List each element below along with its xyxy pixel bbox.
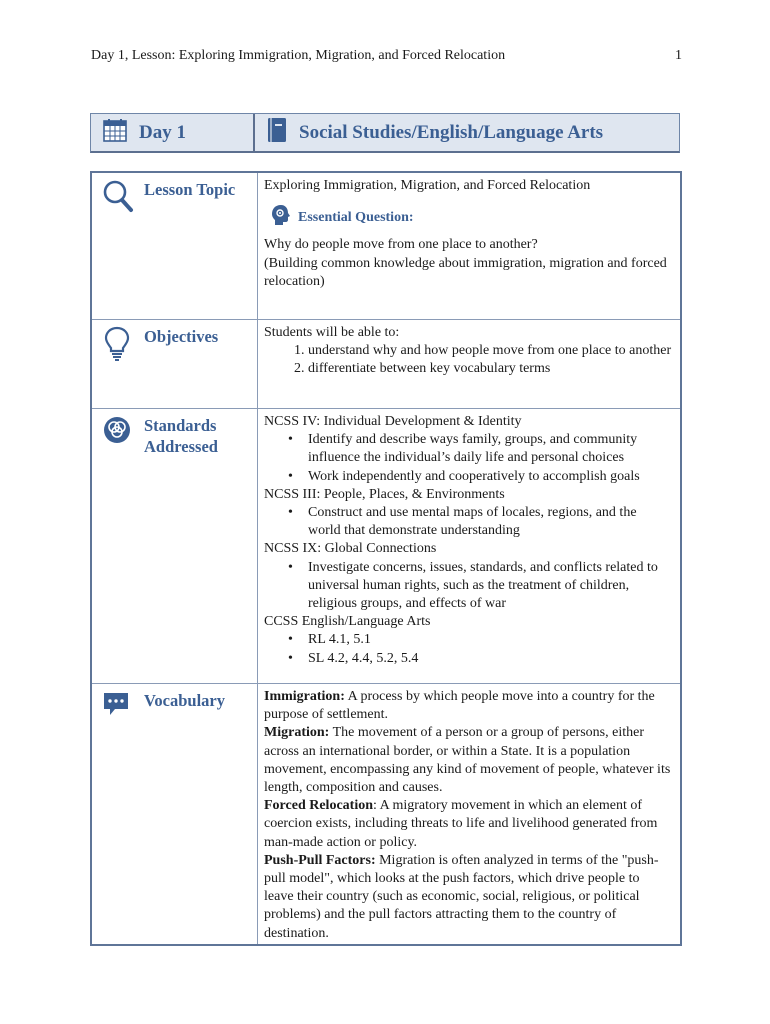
page-number: 1 <box>675 48 682 63</box>
standard-heading: NCSS III: People, Places, & Environments <box>264 486 505 502</box>
objectives-list <box>264 342 672 378</box>
standards-label-line1: Standards <box>144 416 217 435</box>
vocab-definition: : A migratory movement in which an element of coercion exists, including threats to life and livelihood generated from man-made action or policy. <box>264 798 658 850</box>
vocabulary-label-cell <box>92 684 258 944</box>
lesson-topic-text: Exploring Immigration, Migration, and Forced Relocation <box>264 178 591 193</box>
standard-heading: CCSS English/Language Arts <box>264 614 431 630</box>
book-icon <box>267 117 287 148</box>
standard-bullets <box>264 431 672 486</box>
standards-label-cell <box>92 409 258 683</box>
vocabulary-label: Vocabulary <box>144 691 225 710</box>
standard-bullet: • RL 4.1, 5.1 <box>308 631 672 649</box>
vocab-term: Forced Relocation <box>264 798 373 814</box>
vocabulary-content <box>258 684 680 944</box>
vocab-definition: A process by which people move into a country for the purpose of settlement. <box>264 689 655 723</box>
calendar-icon <box>103 118 127 147</box>
vocab-entry <box>264 797 672 852</box>
running-header <box>91 48 682 64</box>
standard-bullet: • Investigate concerns, issues, standards, and conflicts related to universal human rights, such as the treatment of children, religious groups, and effects of war <box>308 559 672 614</box>
essential-question-heading <box>270 204 672 232</box>
vocab-term: Immigration: <box>264 689 345 704</box>
essential-question-label: Essential Question: <box>298 210 414 226</box>
vocab-definition: Migration is often analyzed in terms of the "push-pull model", which looks at the push factors, which drive people to leave their country (such as economic, social, religious, or political problems) and the pull factors attracting them to the country of destination. <box>264 852 659 941</box>
standard-heading: NCSS IV: Individual Development & Identity <box>264 414 522 429</box>
speech-bubble-icon <box>102 690 136 944</box>
vocab-entry <box>264 724 672 797</box>
vocab-entry <box>264 852 672 943</box>
standard-bullet: • SL 4.2, 4.4, 5.2, 5.4 <box>308 650 672 668</box>
objectives-intro: Students will be able to: <box>264 325 400 340</box>
lesson-topic-label: Lesson Topic <box>144 180 236 199</box>
essential-question-line2: (Building common knowledge about immigration, migration and forced relocation) <box>264 255 667 289</box>
standards-row <box>92 409 680 684</box>
standard-bullets <box>264 559 672 614</box>
venn-icon <box>102 415 136 683</box>
lesson-topic-label-cell <box>92 173 258 319</box>
objectives-label: Objectives <box>144 327 219 346</box>
day-cell <box>91 114 255 151</box>
standards-label-line2: Addressed <box>144 437 218 456</box>
essential-question-line1: Why do people move from one place to another? <box>264 237 538 253</box>
standards-content <box>258 409 680 683</box>
objectives-label-cell <box>92 320 258 408</box>
objectives-content <box>258 320 680 408</box>
subject-cell <box>255 114 679 151</box>
head-gears-icon <box>270 204 292 232</box>
standard-bullet: • Construct and use mental maps of locales, regions, and the world that demonstrate understanding <box>308 504 672 540</box>
title-bar <box>90 113 680 153</box>
vocabulary-row <box>92 684 680 944</box>
lesson-topic-content <box>258 173 680 319</box>
objectives-row <box>92 320 680 409</box>
vocab-term: Push-Pull Factors: <box>264 852 376 868</box>
standards-label <box>144 415 218 683</box>
standard-bullet: • Work independently and cooperatively to accomplish goals <box>308 468 672 486</box>
lesson-table <box>90 171 682 946</box>
subject-title: Social Studies/English/Language Arts <box>299 121 604 143</box>
standard-heading: NCSS IX: Global Connections <box>264 541 437 557</box>
vocab-term: Migration: <box>264 725 330 741</box>
standard-bullets <box>264 504 672 540</box>
standard-bullets <box>264 631 672 667</box>
vocab-definition: The movement of a person or a group of persons, either across an international border, or within a State. It is a population movement, encompassing any kind of movement of people, whatever its length, composition and causes. <box>264 725 671 796</box>
day-title: Day 1 <box>139 121 186 143</box>
objective-item: 2. differentiate between key vocabulary terms <box>308 360 672 378</box>
lightbulb-icon <box>102 326 136 408</box>
vocab-entry <box>264 688 672 724</box>
magnifier-icon <box>102 179 136 319</box>
lesson-topic-row <box>92 173 680 320</box>
objective-item: 1. understand why and how people move from one place to another <box>308 342 672 360</box>
running-title: Day 1, Lesson: Exploring Immigration, Migration, and Forced Relocation <box>91 48 506 63</box>
standard-bullet: • Identify and describe ways family, groups, and community influence the individual’s daily life and personal choices <box>308 431 672 467</box>
